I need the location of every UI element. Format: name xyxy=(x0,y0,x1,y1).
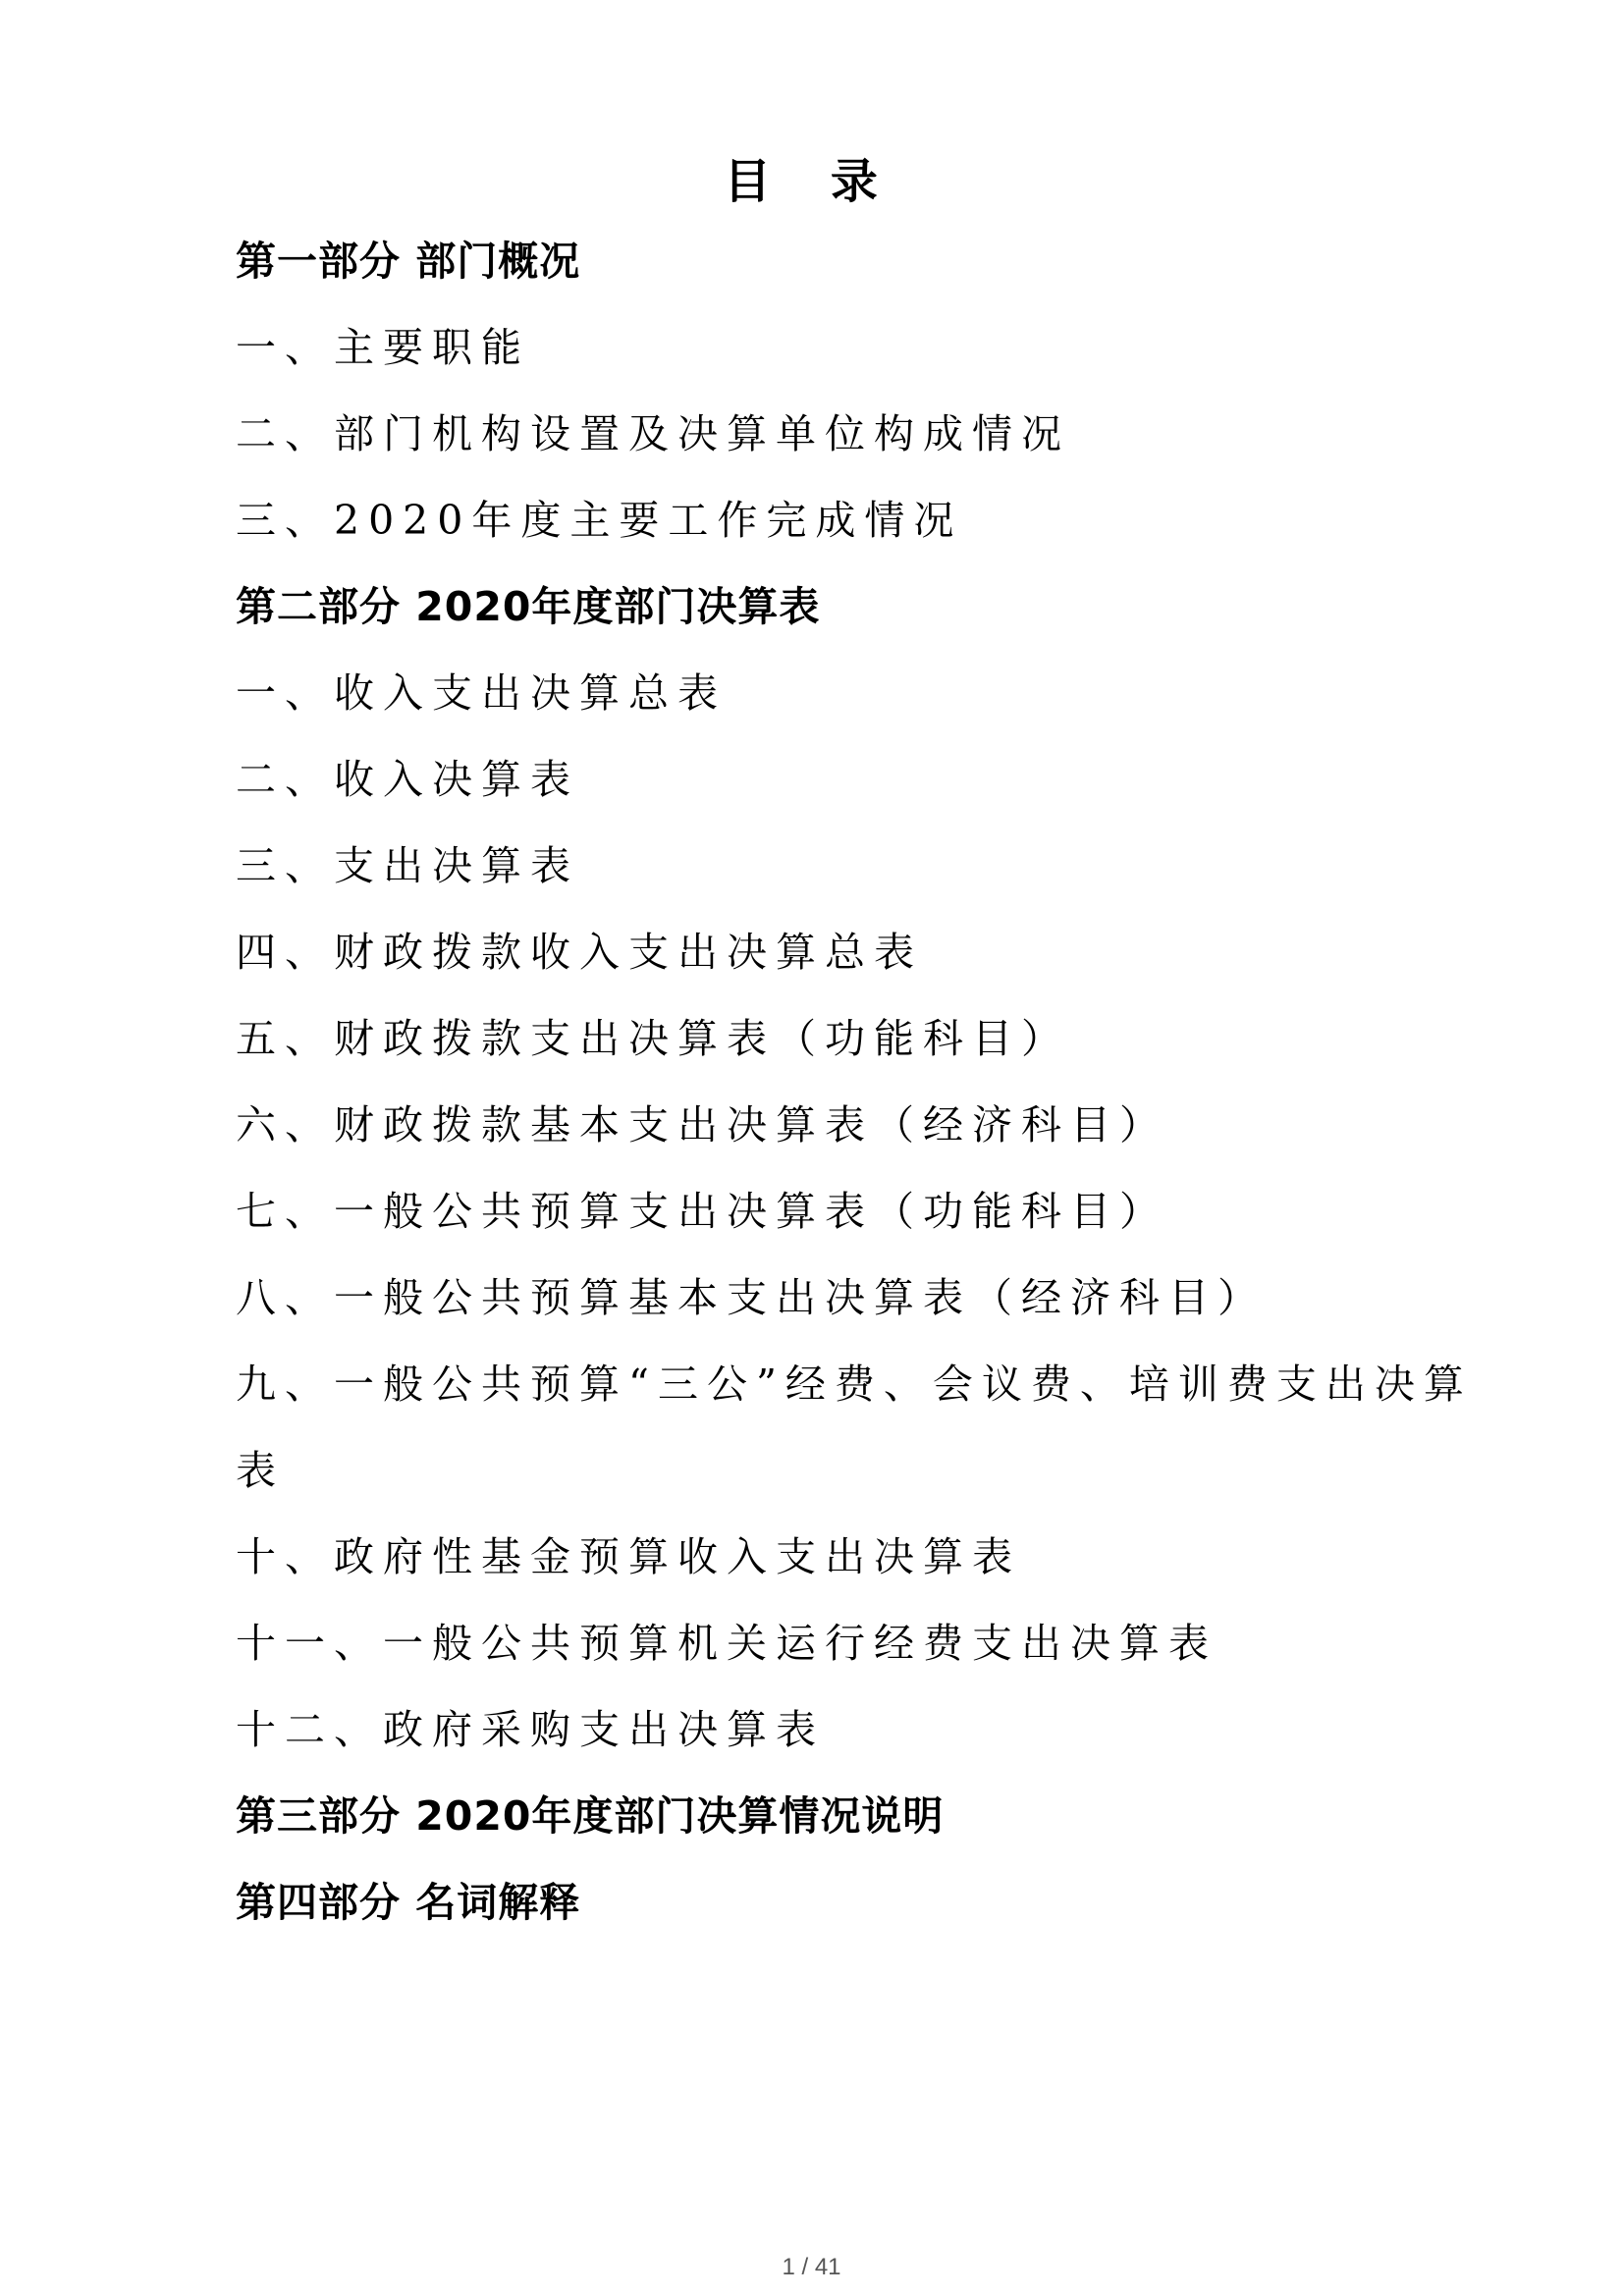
toc-item: 五、财政拨款支出决算表（功能科目） xyxy=(236,1015,1070,1062)
toc-item: 六、财政拨款基本支出决算表（经济科目） xyxy=(236,1101,1168,1148)
toc-item: 二、部门机构设置及决算单位构成情况 xyxy=(236,410,1070,457)
toc-item: 十一、一般公共预算机关运行经费支出决算表 xyxy=(236,1620,1217,1667)
toc-part-2: 第二部分 2020年度部门决算表 xyxy=(236,583,821,630)
toc-item: 九、一般公共预算“三公”经费、会议费、培训费支出决算 xyxy=(236,1361,1473,1408)
toc-item: 四、财政拨款收入支出决算总表 xyxy=(236,929,923,976)
toc-item: 十、政府性基金预算收入支出决算表 xyxy=(236,1533,1021,1580)
toc-item: 二、收入决算表 xyxy=(236,756,579,803)
toc-item: 三、支出决算表 xyxy=(236,842,579,889)
toc-item: 七、一般公共预算支出决算表（功能科目） xyxy=(236,1188,1168,1235)
toc-part-4: 第四部分 名词解释 xyxy=(236,1879,581,1926)
toc-item: 十二、政府采购支出决算表 xyxy=(236,1706,825,1753)
toc-item-continuation: 表 xyxy=(236,1447,285,1494)
table-of-contents xyxy=(236,218,1473,1946)
toc-part-3: 第三部分 2020年度部门决算情况说明 xyxy=(236,1792,945,1840)
toc-item: 一、主要职能 xyxy=(236,324,530,371)
page-title: 目 录 xyxy=(724,154,899,209)
toc-item: 八、一般公共预算基本支出决算表（经济科目） xyxy=(236,1274,1267,1321)
toc-item: 三、2020年度主要工作完成情况 xyxy=(236,497,963,544)
toc-part-1: 第一部分 部门概况 xyxy=(236,238,581,285)
page-number: 1 / 41 xyxy=(782,2254,841,2280)
toc-item: 一、收入支出决算总表 xyxy=(236,669,727,717)
